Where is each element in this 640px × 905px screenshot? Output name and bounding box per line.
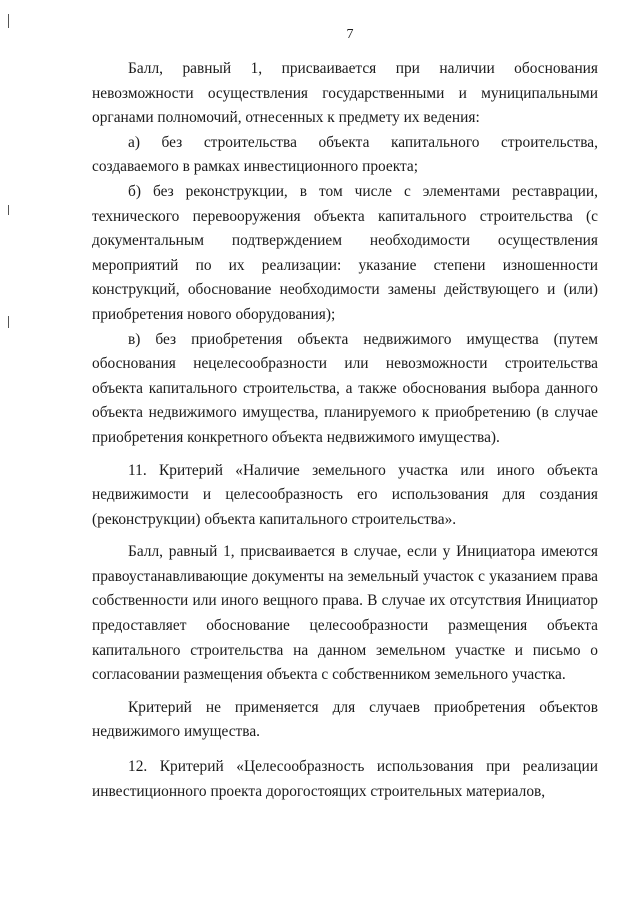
scan-margin-mark: [8, 316, 9, 328]
paragraph-item-c: в) без приобретения объекта недвижимого имущества (путем обоснования нецелесообразности или невозможности строительства объекта капитального строительства, а также обоснования выбора данного объекта недвижимого имущества, планируемого к приобретению (в случае приобретения конкретного объекта недвижимого имущества).: [92, 330, 598, 446]
paragraph-score-intro: Балл, равный 1, присваивается при наличии обоснования невозможности осуществления государственными и муниципальными органами полномочий, отнесенных к предмету их ведения:: [92, 60, 598, 127]
document-body: [92, 57, 598, 804]
paragraph-criterion-12: 12. Критерий «Целесообразность использования при реализации инвестиционного проекта дорогостоящих строительных материалов,: [92, 758, 598, 800]
paragraph-criterion-11-score: Балл, равный 1, присваивается в случае, если у Инициатора имеются правоустанавливающие документы на земельный участок с указанием права собственности или иного вещного права. В случае их отсутствия Инициатор предоставляет обоснование целесообразности размещения объекта капитального строительства на данном земельном участке и письмо о согласовании размещения объекта с собственником земельного участка.: [92, 543, 598, 684]
page-number: 7: [346, 27, 354, 42]
scan-margin-mark: [8, 14, 9, 28]
paragraph-item-a: а) без строительства объекта капитального строительства, создаваемого в рамках инвестиционного проекта;: [92, 133, 598, 176]
paragraph-criterion-11: 11. Критерий «Наличие земельного участка или иного объекта недвижимости и целесообразность его использования для создания (реконструкции) объекта капитального строительства».: [92, 461, 598, 528]
scan-margin-mark: [8, 205, 9, 215]
paragraph-item-b: б) без реконструкции, в том числе с элементами реставрации, технического перевооружения объекта капитального строительства (с документальным подтверждением необходимости осуществления мероприятий по их реализации: указание степени изношенности конструкций, обоснование необходимости замены действующего и (или) приобретения нового оборудования);: [92, 182, 598, 323]
paragraph-criterion-11-exception: Критерий не применяется для случаев приобретения объектов недвижимого имущества.: [92, 698, 598, 741]
